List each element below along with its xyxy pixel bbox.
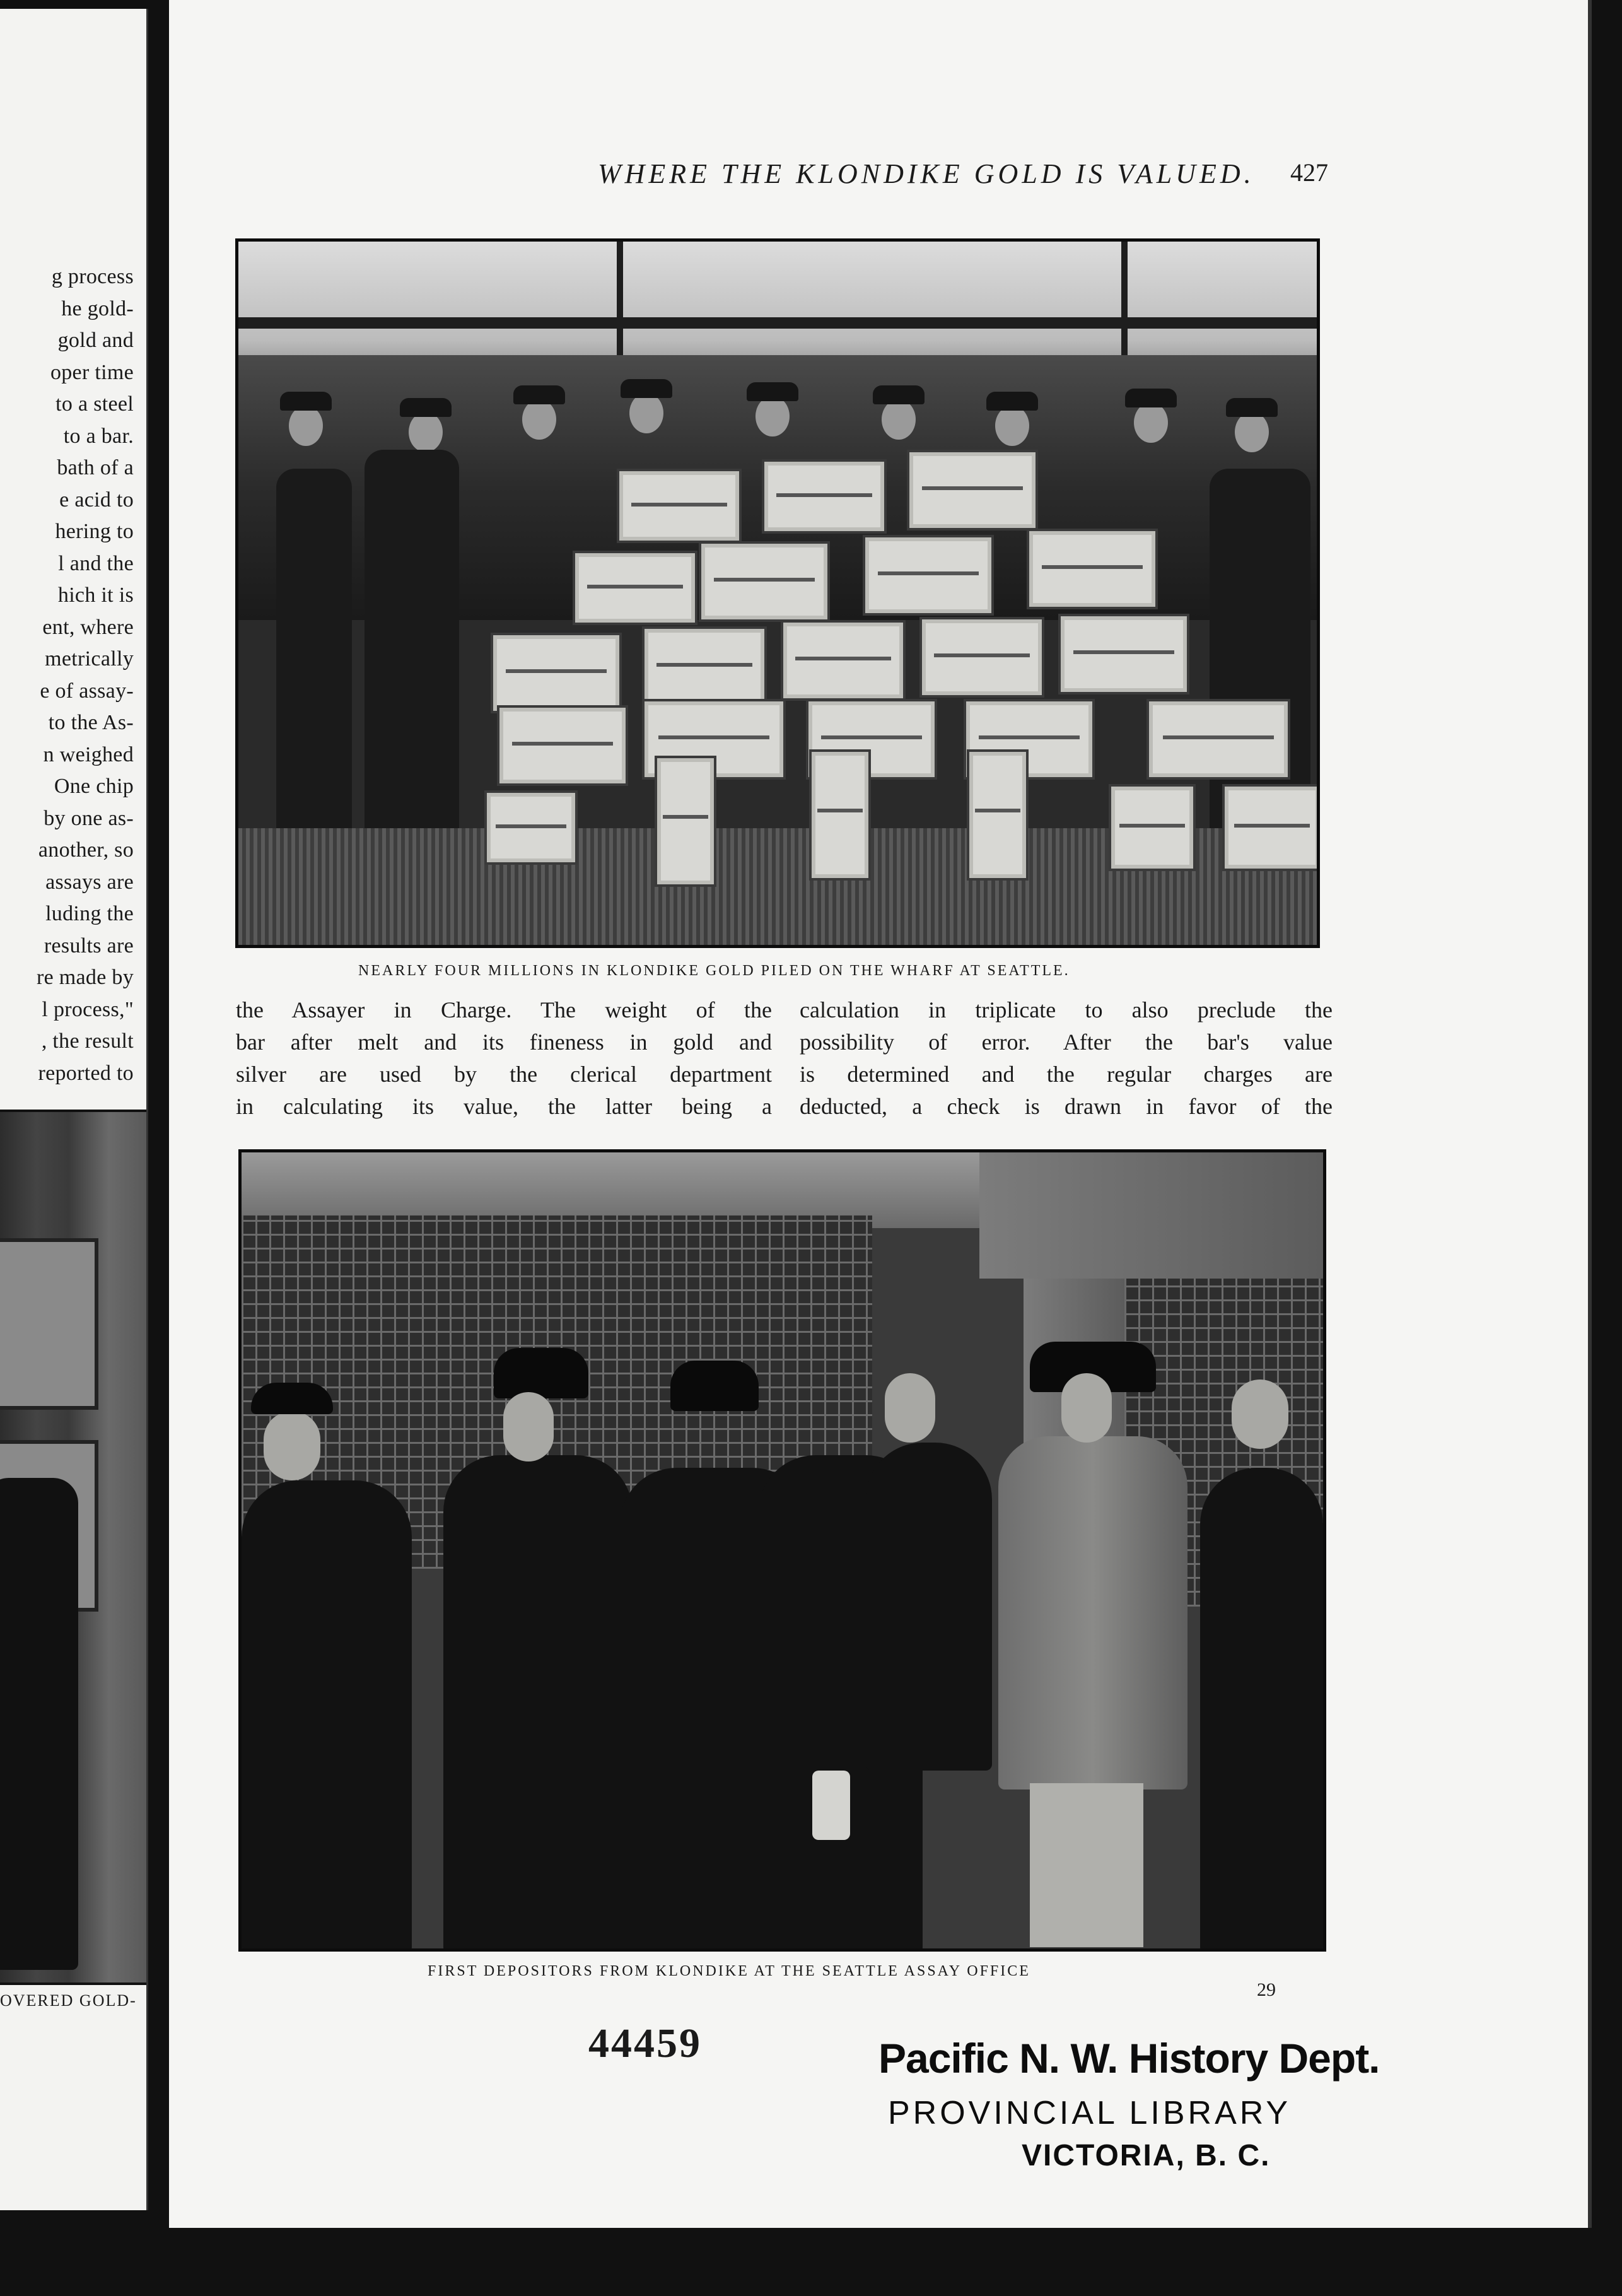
previous-page-text [0, 261, 134, 1089]
accession-number: 44459 [588, 2020, 702, 2066]
previous-page-line: results are [44, 934, 134, 958]
text-line: silver are used by the clerical department [236, 1062, 772, 1087]
text-column-left [236, 994, 772, 1123]
gold-box [781, 620, 906, 701]
gold-box [1146, 699, 1290, 780]
ship-rail [238, 317, 1317, 329]
gold-box [699, 541, 830, 622]
running-head: WHERE THE KLONDIKE GOLD IS VALUED. [598, 158, 1255, 189]
crowd-face [409, 412, 443, 452]
standing-man [276, 469, 352, 841]
previous-page-line: to a steel [55, 392, 134, 416]
wharf-photo-caption: NEARLY FOUR MILLIONS IN KLONDIKE GOLD PILED ON THE WHARF AT SEATTLE. [358, 963, 1070, 979]
assay-office-photograph [238, 1149, 1326, 1952]
crowd-face [756, 396, 790, 436]
text-line: possibility of error. After the bar's value [800, 1029, 1333, 1055]
depositor-face [885, 1373, 935, 1443]
gold-box [863, 535, 994, 616]
previous-page-line: ent, where [42, 615, 134, 639]
previous-page-line: e of assay- [40, 679, 134, 703]
crowd-face [289, 406, 323, 446]
hat-icon [494, 1348, 588, 1398]
figure-silhouette [0, 1478, 78, 1970]
trousers [1030, 1783, 1143, 1947]
previous-page-line: hich it is [57, 583, 134, 607]
depositor-face [264, 1411, 320, 1480]
text-line: is determined and the regular charges are [800, 1062, 1333, 1087]
gold-box [1027, 529, 1158, 609]
previous-page-line: to a bar. [63, 424, 134, 448]
hat-icon [873, 385, 925, 404]
previous-page-line: re made by [36, 966, 134, 989]
previous-page-line: luding the [45, 902, 134, 925]
window-shape [0, 1238, 98, 1410]
assay-photo-caption: FIRST DEPOSITORS FROM KLONDIKE AT THE SEATTLE ASSAY OFFICE [428, 1963, 1030, 1979]
previous-page-line: oper time [50, 360, 134, 384]
library-stamp-line-3: VICTORIA, B. C. [1022, 2139, 1271, 2172]
gold-box [491, 633, 622, 713]
gold-box [762, 459, 887, 534]
crowd-face [522, 399, 556, 440]
depositor-figure [866, 1443, 992, 1771]
previous-page-line: l and the [58, 551, 134, 575]
gold-sack [812, 1771, 850, 1840]
text-line: the Assayer in Charge. The weight of the [236, 997, 772, 1022]
text-line: deducted, a check is drawn in favor of the [800, 1094, 1333, 1119]
gold-box [573, 551, 697, 625]
depositor-face [1232, 1379, 1288, 1449]
previous-page-edge [0, 9, 148, 2210]
hat-icon [1226, 398, 1278, 417]
gold-box [809, 749, 871, 881]
previous-page-line: gold and [57, 329, 134, 352]
previous-page-line: g process [51, 265, 134, 288]
gold-box [907, 450, 1038, 530]
hat-icon [513, 385, 565, 404]
gold-box [484, 790, 578, 865]
depositor-figure [1200, 1468, 1323, 1952]
hat-icon [986, 392, 1038, 411]
previous-page-line: e acid to [59, 488, 134, 512]
standing-man [365, 450, 459, 841]
text-line: bar after melt and its fineness in gold and [236, 1029, 772, 1055]
depositor-figure [242, 1480, 412, 1952]
previous-page-line: l process," [42, 997, 134, 1021]
depositor-figure [443, 1455, 633, 1952]
previous-page-line: he gold- [61, 296, 134, 320]
gold-box [1222, 784, 1320, 871]
previous-page-line: One chip [54, 775, 134, 798]
depositor-face [1061, 1373, 1112, 1443]
previous-page-line: metrically [45, 647, 134, 671]
hat-icon [280, 392, 332, 411]
hat-icon [670, 1361, 759, 1411]
previous-page-line: to the As- [48, 711, 134, 734]
text-line: in calculating its value, the latter being a [236, 1094, 772, 1119]
gold-box [497, 705, 628, 786]
crowd-face [882, 399, 916, 440]
crowd-face [995, 406, 1029, 446]
gold-box [642, 626, 767, 707]
crowd-face [629, 393, 663, 433]
previous-page-line: by one as- [44, 806, 134, 830]
crowd-face [1134, 402, 1168, 443]
previous-page-line: , the result [41, 1029, 134, 1053]
previous-page-line: reported to [38, 1061, 134, 1085]
page-number: 427 [1290, 158, 1328, 187]
gold-box [1058, 614, 1189, 694]
crowd-face [1235, 412, 1269, 452]
gold-box [967, 749, 1029, 881]
previous-page-line: hering to [55, 520, 134, 543]
previous-page-line: bath of a [57, 456, 134, 479]
hat-icon [747, 382, 798, 401]
library-stamp-line-1: Pacific N. W. History Dept. [878, 2035, 1380, 2082]
hat-icon [621, 379, 672, 398]
text-column-right [800, 994, 1333, 1123]
previous-page-caption: OVERED GOLD- [0, 1991, 137, 2010]
hat-icon [400, 398, 452, 417]
depositor-face [503, 1392, 554, 1461]
gold-box [617, 469, 742, 543]
wall-panel [979, 1152, 1323, 1279]
signature-mark: 29 [1257, 1979, 1276, 2000]
gold-box [1109, 784, 1196, 871]
gold-box [919, 617, 1044, 698]
previous-page-line: n weighed [43, 742, 134, 766]
previous-page-line: assays are [45, 870, 134, 894]
gold-box [655, 756, 716, 887]
wharf-photograph [235, 238, 1320, 948]
hat-icon [251, 1383, 333, 1414]
hat-icon [1125, 389, 1177, 407]
previous-page-line: another, so [38, 838, 134, 862]
magazine-page [169, 0, 1592, 2228]
text-line: calculation in triplicate to also preclude the [800, 997, 1333, 1022]
previous-page-photo [0, 1110, 148, 1985]
depositor-light-coat [998, 1436, 1187, 1789]
library-stamp-line-2: PROVINCIAL LIBRARY [888, 2095, 1292, 2131]
